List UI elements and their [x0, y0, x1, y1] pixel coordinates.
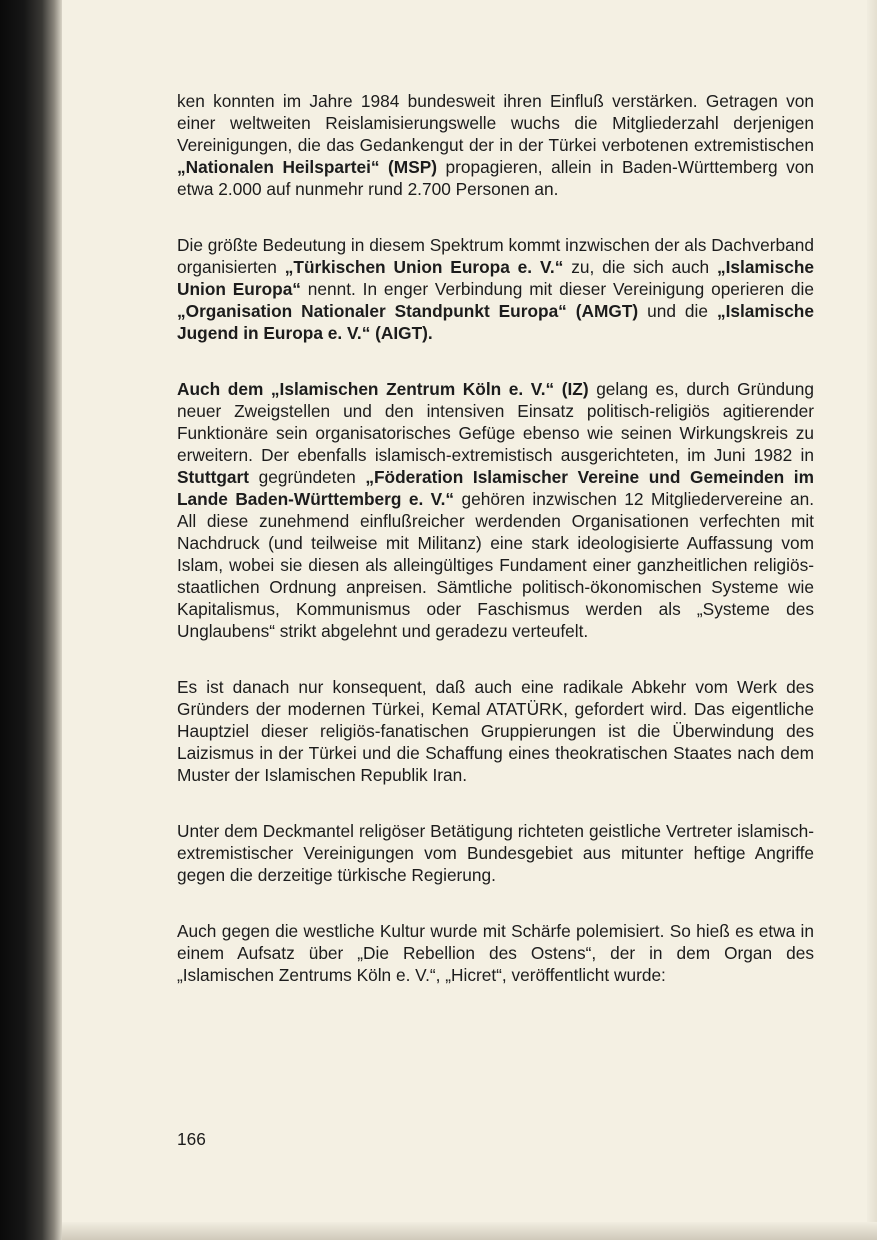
text-run: gehören inzwischen 12 Mitgliedervereine an. All diese zunehmend einflußreicher werdenden Organisationen verfechten mit Nachdruck (und teilweise mit Militanz) eine stark ideologisierte Auffassung vom Islam, wobei sie diesen als alleingültiges Fundament einer ganzheitlichen religiös-staatlichen Ordnung anpreisen. Sämtliche politisch-ökonomischen Systeme wie Kapitalismus, Kommunismus oder Faschismus werden als „Systeme des Unglaubens“ strikt abgelehnt und geradezu verteufelt. [177, 489, 815, 641]
paragraph-4 [177, 676, 814, 786]
emphasis-run: „Nationalen Heilspartei“ (MSP) [177, 157, 438, 177]
text-run: propagieren, allein in Baden-Württemberg von etwa 2.000 auf nunmehr rund 2.700 Personen an. [177, 157, 814, 199]
emphasis-run: Stuttgart [177, 467, 249, 487]
emphasis-run: „Föderation Islamischer Vereine und Gemeinden im Lande Baden-Württemberg e. V.“ [177, 467, 814, 509]
paragraph-5 [177, 820, 814, 886]
text-run: ken konnten im Jahre 1984 bundesweit ihren Einfluß verstärken. Getragen von einer weltweiten Reislamisierungswelle wuchs die Mitgliederzahl derjenigen Vereinigungen, die das Gedankengut der in der Türkei verbotenen extremistischen [177, 91, 814, 155]
page-number: 166 [177, 1129, 206, 1149]
text-run: gelang es, durch Gründung neuer Zweigstellen und den intensiven Einsatz politisch-religiös agitierender Funktionäre sein organisatorisches Gefüge ebenso wie seinen Wirkungskreis zu erweitern. Der ebenfalls islamisch-extremistisch ausgerichteten, im Juni 1982 in [177, 379, 814, 465]
text-run: Es ist danach nur konsequent, daß auch eine radikale Abkehr vom Werk des Gründers der modernen Türkei, Kemal ATATÜRK, gefordert wird. Das eigentliche Hauptziel dieser religiös-fanatischen Gruppierungen ist die Überwindung des Laizismus in der Türkei und die Schaffung eines theokratischen Staates nach dem Muster der Islamischen Republik Iran. [177, 677, 814, 785]
text-run: Auch gegen die westliche Kultur wurde mit Schärfe polemisiert. So hieß es etwa in einem Aufsatz über „Die Rebellion des Ostens“, der in dem Organ des „Islamischen Zentrums Köln e. V.“, „Hicret“, veröffentlicht wurde: [177, 921, 814, 985]
text-run: gegründeten [249, 467, 366, 487]
text-run: zu, die sich auch [563, 257, 717, 277]
book-spine-shadow [0, 0, 62, 1240]
page-right-edge [867, 0, 877, 1240]
emphasis-run: „Organisation Nationaler Standpunkt Europa“ (AMGT) [177, 301, 639, 321]
emphasis-run: „Islamische Union Europa“ [177, 257, 814, 299]
emphasis-run: „Islamische Jugend in Europa e. V.“ (AIGT). [177, 301, 814, 343]
text-run: Die größte Bedeutung in diesem Spektrum kommt inzwischen der als Dachverband organisierten [177, 235, 814, 277]
paragraph-6 [177, 920, 814, 986]
emphasis-run: „Türkischen Union Europa e. V.“ [284, 257, 564, 277]
emphasis-run: Auch dem „Islamischen Zentrum Köln e. V.“ (IZ) [177, 379, 589, 399]
body-text [177, 90, 814, 986]
paragraph-1 [177, 90, 814, 200]
page-bottom-edge [62, 1222, 877, 1240]
text-run: und die [638, 301, 717, 321]
paragraph-2 [177, 234, 814, 344]
paragraph-3 [177, 378, 814, 642]
text-run: nennt. In enger Verbindung mit dieser Vereinigung operieren die [300, 279, 814, 299]
text-run: Unter dem Deckmantel religöser Betätigung richteten geistliche Vertreter islamisch-extremistischer Vereinigungen vom Bundesgebiet aus mitunter heftige Angriffe gegen die derzeitige türkische Regierung. [177, 821, 814, 885]
